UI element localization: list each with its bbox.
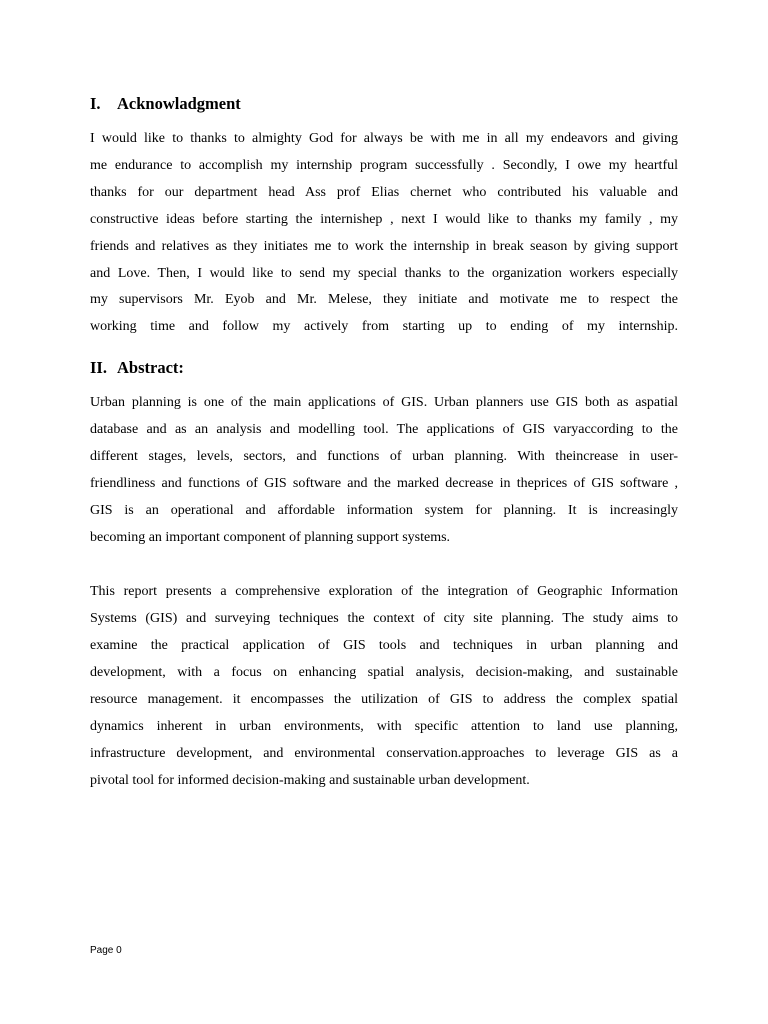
text-line: working time and follow my actively from starting up to ending of my internship.: [90, 319, 678, 334]
text-line: examine the practical application of GIS tools and techniques in urban planning and: [90, 638, 678, 653]
text-line: development, with a focus on enhancing spatial analysis, decision-making, and sustainable: [90, 665, 678, 680]
text-line: pivotal tool for informed decision-making and sustainable urban development.: [90, 773, 530, 788]
section-heading-abstract: [90, 358, 184, 378]
text-line: Urban planning is one of the main applications of GIS. Urban planners use GIS both as aspatial: [90, 395, 678, 410]
text-line: resource management. it encompasses the utilization of GIS to address the complex spatial: [90, 692, 678, 707]
text-line: GIS is an operational and affordable information system for planning. It is increasingly: [90, 503, 678, 518]
section-heading-acknowledgment: [90, 94, 241, 114]
text-line: me endurance to accomplish my internship program successfully . Secondly, I owe my heartful: [90, 158, 678, 173]
text-line: I would like to thanks to almighty God for always be with me in all my endeavors and giving: [90, 131, 678, 146]
section-number: I.: [90, 94, 101, 113]
text-line: constructive ideas before starting the internishep , next I would like to thanks my family , my: [90, 212, 678, 227]
text-line: friends and relatives as they initiates me to work the internship in break season by giving support: [90, 239, 678, 254]
page-number-footer: Page 0: [90, 945, 122, 956]
text-line: and Love. Then, I would like to send my special thanks to the organization workers especially: [90, 266, 678, 281]
text-line: friendliness and functions of GIS software and the marked decrease in theprices of GIS software ,: [90, 476, 678, 491]
text-line: This report presents a comprehensive exploration of the integration of Geographic Information: [90, 584, 678, 599]
text-line: different stages, levels, sectors, and functions of urban planning. With theincrease in user-: [90, 449, 678, 464]
text-line: becoming an important component of planning support systems.: [90, 530, 451, 545]
text-line: Systems (GIS) and surveying techniques the context of city site planning. The study aims to: [90, 611, 678, 626]
text-line: thanks for our department head Ass prof Elias chernet who contributed his valuable and: [90, 185, 678, 200]
text-line: my supervisors Mr. Eyob and Mr. Melese, they initiate and motivate me to respect the: [90, 292, 678, 307]
section-number: II.: [90, 358, 107, 377]
text-line: infrastructure development, and environmental conservation.approaches to leverage GIS as a: [90, 746, 678, 761]
section-title: Abstract:: [117, 358, 184, 377]
text-line: dynamics inherent in urban environments, with specific attention to land use planning,: [90, 719, 678, 734]
section-title: Acknowladgment: [117, 94, 241, 113]
text-line: database and as an analysis and modelling tool. The applications of GIS varyaccording to the: [90, 422, 678, 437]
